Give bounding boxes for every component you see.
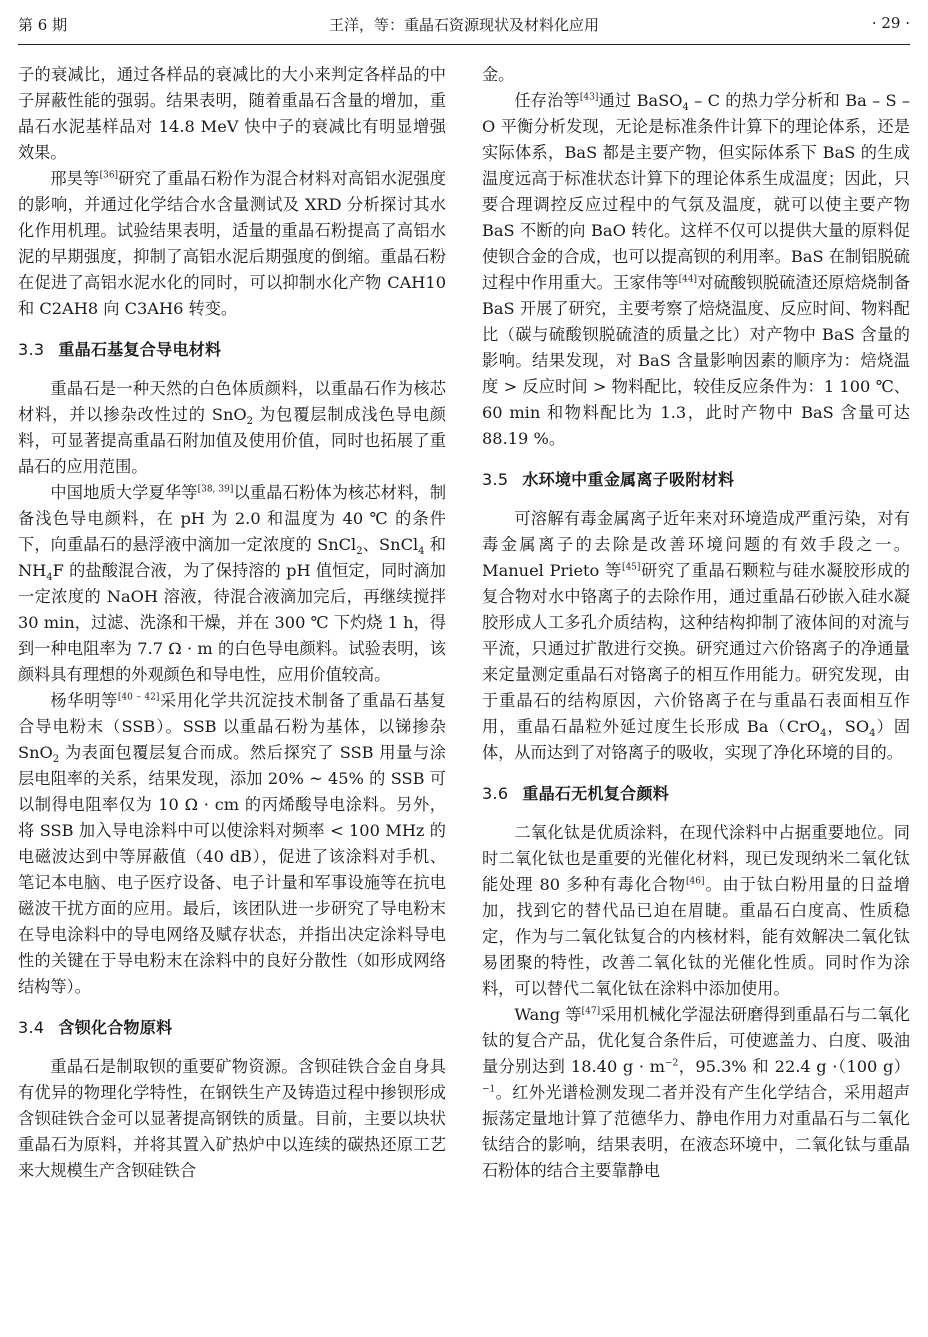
section-heading-3-5: 3.5 水环境中重金属离子吸附材料: [482, 470, 735, 489]
section-heading-3-6: 3.6 重晶石无机复合颜料: [482, 784, 670, 803]
section-heading-3-3: 3.3 重晶石基复合导电材料: [18, 340, 222, 359]
running-header: [18, 14, 910, 40]
citation: [47]: [581, 1006, 601, 1017]
left-column: [18, 62, 446, 1184]
citation: [36]: [99, 170, 119, 181]
citation: [45]: [621, 562, 641, 573]
citation: [46]: [686, 876, 705, 887]
paragraph: 重晶石是制取钡的重要矿物资源。含钡硅铁合金自身具有优异的物理化学特性，在钢铁生产及铸造过程中掺钡形成含钡硅铁合金可以显著提高钢铁的质量。目前，主要以块状重晶石为原料，并将其置入矿热炉中以连续的碳热还原工艺来大规模生产含钡硅铁合: [18, 1057, 446, 1180]
paragraph: 中国地质大学夏华等[38, 39]以重晶石粉体为核芯材料，制备浅色导电颜料，在 pH 为 2.0 和温度为 40 ℃ 的条件下，向重晶石的悬浮液中滴加一定浓度的 SnCl$_2$、SnCl$_4$ 和 $NH_4F$ 的盐酸混合液，为了保持溶的 pH 值恒定，同时滴加一定浓度的 NaOH 溶液，待混合液滴加完后，再继续搅拌 30 min，过滤、洗涤和干燥，并在 300 ℃ 下灼烧 1 h，得到一种电阻率为 7.7 Ω · m 的白色导电颜料。试验表明，该颜料具有理想的外观颜色和导电性，应用价值较高。: [18, 483, 447, 684]
paragraph: 邢昊等[36]研究了重晶石粉作为混合材料对高铝水泥强度的影响，并通过化学结合水含量测试及 XRD 分析探讨其水化作用机理。试验结果表明，适量的重晶石粉提高了高铝水泥的早期强度，抑制了高铝水泥后期强度的倒缩。重晶石粉在促进了高铝水泥水化的同时，可以抑制水化产物 CAH10 和 C2AH8 向 C3AH6 转变。: [18, 169, 447, 318]
paragraph: Wang 等[47]采用机械化学湿法研磨得到重晶石与二氧化钛的复合产品，优化复合条件后，可使遮盖力、白度、吸油量分别达到 18.40 $g \cdot m^{-2}$，95.3% 和 22.4 g ·（100 g）$^{-1}$。红外光谱检测发现二者并没有产生化学结合，采用超声振荡定量地计算了范德华力、静电作用力对重晶石与二氧化钛结合的影响，结果表明，在液态环境中，二氧化钛与重晶石粉体的结合主要靠静电: [482, 1005, 910, 1180]
citation: [44]: [678, 274, 698, 285]
paragraph: 重晶石是一种天然的白色体质颜料，以重晶石作为核芯材料，并以掺杂改性过的 SnO$_2$ 为包覆层制成浅色导电颜料，可显著提高重晶石附加值及使用价值，同时也拓展了重晶石的应用范围。: [18, 379, 446, 476]
paragraph: 杨华明等[40 – 42]采用化学共沉淀技术制备了重晶石基复合导电粉末（SSB）。SSB 以重晶石粉为基体，以锑掺杂 SnO$_2$ 为表面包覆层复合而成。然后探究了 SSB 用量与涂层电阻率的关系，结果发现，添加 20% ~ 45% 的 SSB 可以制得电阻率仅为 10 Ω · cm 的丙烯酸导电涂料。另外，将 SSB 加入导电涂料中可以使涂料对频率 < 100 MHz 的电磁波达到中等屏蔽值（40 dB），促进了该涂料对手机、笔记本电脑、电子医疗设备、电子计量和军事设施等在抗电磁波干扰方面的应用。最后，该团队进一步研究了导电粉末在导电涂料中的导电网络及赋存状态，并指出决定涂料导电性的关键在于导电粉末在涂料中的良好分散性（如形成网络结构等）。: [18, 691, 446, 996]
section-heading-3-4: 3.4 含钡化合物原料: [18, 1018, 173, 1037]
paragraph: 可溶解有毒金属离子近年来对环境造成严重污染，对有毒金属离子的去除是改善环境问题的有效手段之一。Manuel Prieto 等[45]研究了重晶石颗粒与硅水凝胶形成的复合物对水中铬离子的去除作用，通过重晶石砂嵌入硅水凝胶形成人工多孔介质结构，这种结构抑制了液体间的对流与平流，只通过扩散进行交换。研究通过六价铬离子的净通量来定量测定重晶石对铬离子的相互作用能力。研究发现，由于重晶石的结构原因，六价铬离子在与重晶石表面相互作用，重晶石晶粒外延过度生长形成 Ba（CrO$_4$，$SO_4$）固体，从而达到了对铬离子的吸收，实现了净化环境的目的。: [482, 509, 911, 762]
citation: [40 – 42]: [117, 692, 160, 703]
header-divider: [18, 44, 910, 45]
citation: [43]: [579, 92, 599, 103]
paragraph: 金。: [482, 65, 515, 84]
issue-label: 第 6 期: [18, 16, 68, 34]
page-number: · 29 ·: [871, 14, 910, 32]
citation: [38, 39]: [197, 484, 234, 495]
paragraph: 任存治等[43]通过 BaSO$_4$ – C 的热力学分析和 Ba – S – O 平衡分析发现，无论是标准条件计算下的理论体系，还是实际体系，BaS 都是主要产物，但实际体系下 BaS 的生成温度远高于标准状态计算下的理论体系生成温度；因此，只要合理调控反应过程中的气氛及温度，就可以使主要产物 BaS 不断的向 BaO 转化。这样不仅可以提供大量的原料促使钡合金的合成，也可以提高钡的利用率。BaS 在制铝脱硫过程中作用重大。王家伟等[44]对硫酸钡脱硫渣还原焙烧制备 BaS 开展了研究，主要考察了焙烧温度、反应时间、物料配比（碳与硫酸钡脱硫渣的质量之比）对产物中 BaS 含量的影响。结果发现，对 BaS 含量影响因素的顺序为：焙烧温度 > 反应时间 > 物料配比，较佳反应条件为：1 100 ℃、60 min 和物料配比为 1.3，此时产物中 BaS 含量可达 88.19 %。: [482, 91, 911, 448]
paragraph: 二氧化钛是优质涂料，在现代涂料中占据重要地位。同时二氧化钛也是重要的光催化材料，现已发现纳米二氧化钛能处理 80 多种有毒化合物[46]。由于钛白粉用量的日益增加，找到它的替代品已迫在眉睫。重晶石白度高、性质稳定，作为与二氧化钛复合的内核材料，能有效解决二氧化钛易团聚的特性，改善二氧化钛的光催化性质。同时作为涂料，可以替代二氧化钛在涂料中添加使用。: [482, 823, 910, 998]
paragraph: 子的衰减比，通过各样品的衰减比的大小来判定各样品的中子屏蔽性能的强弱。结果表明，随着重晶石含量的增加，重晶石水泥基样品对 14.8 MeV 快中子的衰减比有明显增强效果。: [18, 65, 446, 162]
right-column: [482, 62, 910, 1184]
running-title: 王洋，等：重晶石资源现状及材料化应用: [328, 16, 599, 34]
